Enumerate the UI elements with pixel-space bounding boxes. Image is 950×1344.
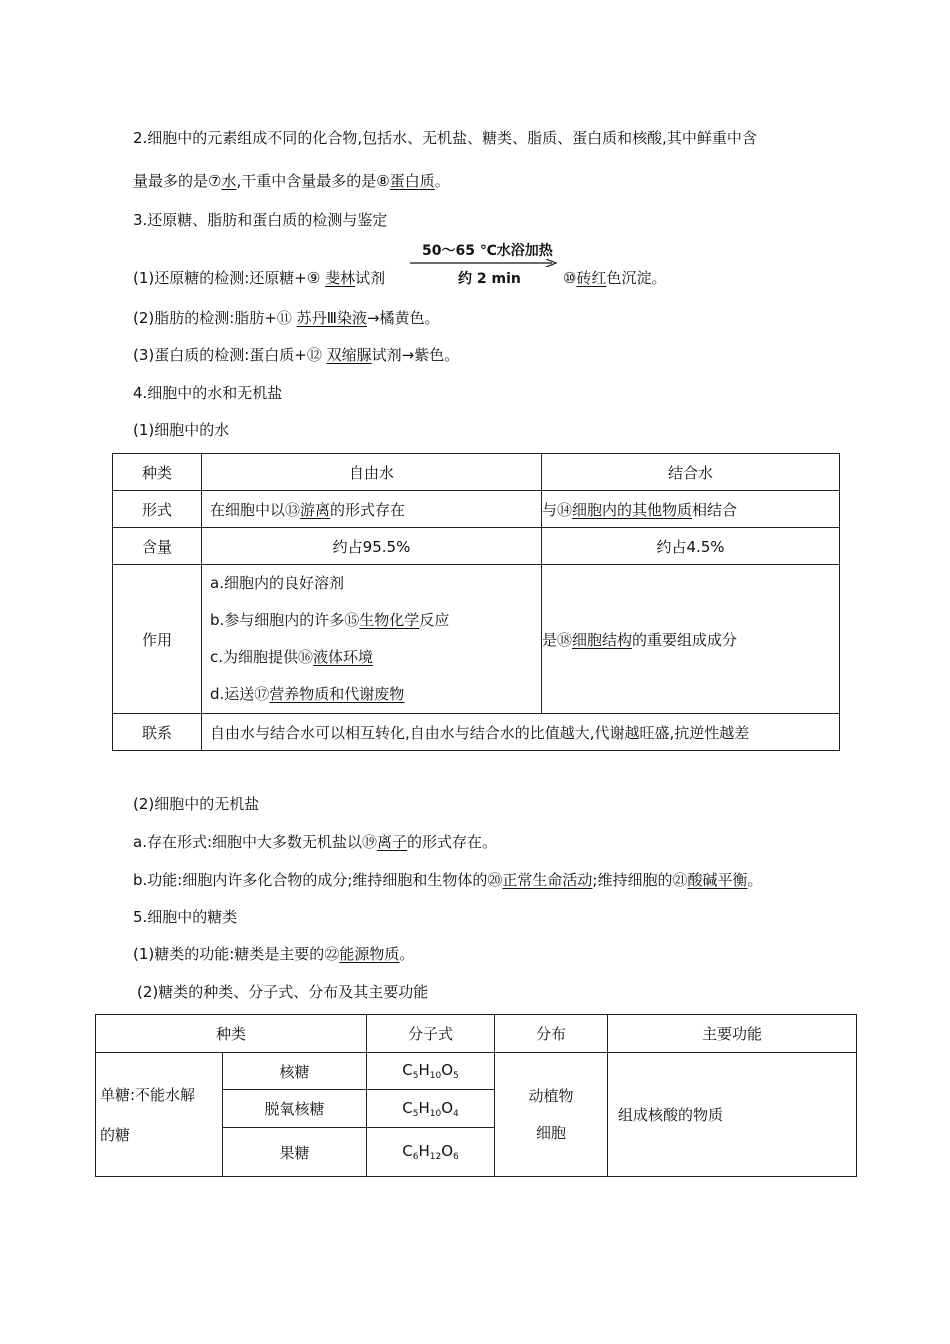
arrow-time: 约 2 min: [458, 271, 521, 287]
formula-cell: $C_5H_{10}O_5$: [367, 1053, 495, 1090]
table-cell: 形式: [113, 491, 202, 528]
table-row: [113, 714, 840, 751]
formula-cell: $C_5H_{10}O_4$: [367, 1090, 495, 1128]
section-5-title: 5.细胞中的糖类: [133, 908, 238, 926]
table-cell: 约占95.5%: [202, 528, 542, 565]
table-cell: 联系: [113, 714, 202, 751]
table-cell: 果糖: [223, 1128, 367, 1177]
fat-test: (2)脂肪的检测:脂肪+⑪ 苏丹Ⅲ染液→橘黄色。: [133, 309, 440, 327]
reducing-sugar-test: (1)还原糖的检测:还原糖+⑨ 斐林试剂: [133, 269, 386, 287]
table-cell: 含量: [113, 528, 202, 565]
sugar-function: (1)糖类的功能:糖类是主要的㉒能源物质。: [133, 945, 415, 963]
table-cell: 动植物 细胞: [495, 1053, 608, 1177]
table-cell: 约占4.5%: [542, 528, 840, 565]
reaction-arrow: [410, 240, 560, 287]
answer-protein: 蛋白质: [389, 172, 435, 190]
table-row: [96, 1053, 857, 1090]
paragraph-2-line1: 2.细胞中的元素组成不同的化合物,包括水、无机盐、糖类、脂质、蛋白质和核酸,其中鲜重中含: [133, 129, 757, 147]
table-cell: 在细胞中以⑬游离的形式存在: [202, 491, 542, 528]
table-cell: 作用: [113, 565, 202, 714]
table-cell: 脱氧核糖: [223, 1090, 367, 1128]
table-row: [113, 528, 840, 565]
salt-subtitle: (2)细胞中的无机盐: [133, 795, 260, 813]
arrow-icon: [410, 259, 560, 267]
arrow-condition: 50～65 ℃水浴加热: [422, 243, 553, 259]
table-cell: 与⑭细胞内的其他物质相结合: [542, 491, 840, 528]
paragraph-2-line2: 量最多的是⑦水,干重中含量最多的是⑧蛋白质。: [133, 172, 450, 190]
table-cell: 核糖: [223, 1053, 367, 1090]
answer-sudan: 苏丹Ⅲ染液: [296, 309, 367, 327]
section-3-title: 3.还原糖、脂肪和蛋白质的检测与鉴定: [133, 211, 388, 229]
table-row: [113, 491, 840, 528]
table-header-cell: 分子式: [367, 1015, 495, 1053]
table-row: [96, 1015, 857, 1053]
table-header-cell: 分布: [495, 1015, 608, 1053]
table-header-cell: 主要功能: [608, 1015, 857, 1053]
table-cell: 是⑱细胞结构的重要组成成分: [542, 565, 840, 714]
answer-ion: 离子: [377, 833, 408, 851]
answer-energy: 能源物质: [339, 945, 400, 963]
table-row: [113, 454, 840, 491]
table-cell: 自由水与结合水可以相互转化,自由水与结合水的比值越大,代谢越旺盛,抗逆性越差: [202, 714, 840, 751]
table-cell: a.细胞内的良好溶剂 b.参与细胞内的许多⑮生物化学反应 c.为细胞提供⑯液体环境 d.运送⑰营养物质和代谢废物: [202, 565, 542, 714]
table-header-cell: 种类: [96, 1015, 367, 1053]
table-header-cell: 自由水: [202, 454, 542, 491]
table-header-cell: 种类: [113, 454, 202, 491]
formula-cell: $C_6H_{12}O_6$: [367, 1128, 495, 1177]
table-header-cell: 结合水: [542, 454, 840, 491]
table-cell: 单糖:不能水解 的糖: [96, 1053, 223, 1177]
protein-test: (3)蛋白质的检测:蛋白质+⑫ 双缩脲试剂→紫色。: [133, 346, 460, 364]
sugar-subtitle: (2)糖类的种类、分子式、分布及其主要功能: [137, 983, 429, 1001]
reducing-sugar-result: ⑩砖红色沉淀。: [563, 269, 667, 287]
answer-fehling: 斐林: [325, 269, 356, 287]
table-cell: 组成核酸的物质: [608, 1053, 857, 1177]
answer-biuret: 双缩脲: [326, 346, 372, 364]
salt-form: a.存在形式:细胞中大多数无机盐以⑲离子的形式存在。: [133, 833, 498, 851]
answer-water: 水: [221, 172, 237, 190]
water-subtitle: (1)细胞中的水: [133, 421, 230, 439]
water-table: [112, 453, 840, 751]
salt-function: b.功能:细胞内许多化合物的成分;维持细胞和生物体的⑳正常生命活动;维持细胞的㉑酸碱平衡。: [133, 871, 763, 889]
sugar-table: [95, 1014, 857, 1177]
table-row: [113, 565, 840, 714]
answer-brick-red: 砖红: [576, 269, 607, 287]
section-4-title: 4.细胞中的水和无机盐: [133, 384, 283, 402]
